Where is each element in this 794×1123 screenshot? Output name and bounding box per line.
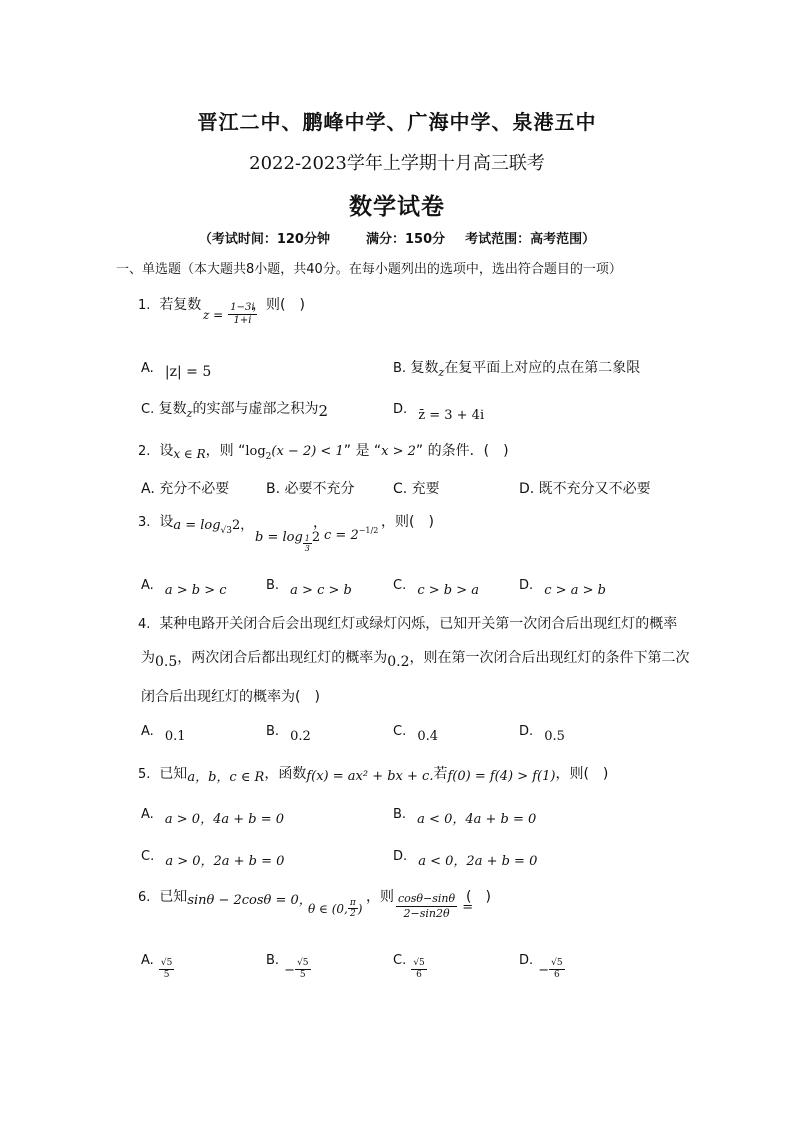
q2-log-base: 2 <box>265 452 272 462</box>
q1-option-c <box>141 398 328 420</box>
q5-b-text: a < 0，4a + b = 0 <box>417 812 537 827</box>
question-3-stem <box>138 511 254 536</box>
q2-cond2: x > 2 <box>381 444 416 459</box>
q3-option-c <box>393 574 479 598</box>
q6-b-letter: B. <box>266 953 280 968</box>
q6-d-frac <box>549 958 564 981</box>
q3-pre: 设 <box>159 514 174 530</box>
q3-option-b <box>266 574 352 598</box>
q6-range-open: θ ∈ (0, <box>308 902 348 916</box>
q6-b-den: 5 <box>299 970 306 980</box>
q3-c-letter: C. <box>393 578 407 593</box>
q6-range-den: 2 <box>349 909 356 919</box>
exam-time: 考试时间：120分钟 <box>211 232 330 247</box>
q6-eq: sinθ − 2cosθ = 0， <box>187 893 312 908</box>
q1-d-text: z̄ = 3 + 4i <box>418 408 485 423</box>
q5-c-text: a > 0，2a + b = 0 <box>165 854 285 869</box>
q6-range <box>308 898 362 919</box>
q1-c-pre: 复数 <box>158 401 187 417</box>
q6-frac-num: cosθ−sinθ <box>398 892 456 905</box>
q6-a-den: 5 <box>163 970 170 980</box>
q4-option-b <box>266 720 311 744</box>
q3-a-letter: A. <box>141 578 154 593</box>
q5-tail: ，则( ) <box>555 766 609 782</box>
question-2-stem <box>138 440 509 462</box>
q4-d-text: 0.5 <box>544 729 565 744</box>
question-4-line1 <box>138 613 677 633</box>
q6-range-num: π <box>349 898 356 908</box>
q4-c-text: 0.4 <box>417 729 438 744</box>
q3-b-base <box>303 534 312 553</box>
q4-a-text: 0.1 <box>164 729 186 744</box>
q1-b-letter: B. <box>393 361 407 376</box>
q5-number: 5. <box>138 767 151 782</box>
q1-frac-den: 1+i <box>233 315 252 326</box>
q2-mid2: ” 是 “ <box>343 443 382 459</box>
q3-tail: ，则( ) <box>381 514 434 530</box>
q1-b-pre: 复数 <box>410 360 439 376</box>
q4-p1: 0.5 <box>155 654 178 670</box>
question-4-line2 <box>141 647 690 670</box>
q3-b-formula <box>255 526 320 553</box>
q3-b-expr: b = log <box>255 530 303 545</box>
q2-option-b: B. 必要不充分 <box>266 481 355 497</box>
q4-line2-mid: ，两次闭合后都出现红灯的概率为 <box>177 650 388 666</box>
exam-scope: 考试范围：高考范围 <box>465 232 583 247</box>
exam-name: 2022-2023学年上学期十月高三联考 <box>249 153 545 174</box>
q3-b-base-den: 3 <box>304 544 310 553</box>
q1-option-a <box>141 357 212 380</box>
q1-text: 若复数 <box>159 297 202 313</box>
q1-z-eq: z = <box>203 308 224 322</box>
q1-formula <box>203 302 257 327</box>
q4-line3: 闭合后出现红灯的概率为( ) <box>141 689 320 705</box>
q3-a-expr: a = log <box>173 518 221 533</box>
q2-option-c: C. 充要 <box>393 481 440 497</box>
q6-range-close: ) <box>357 902 363 916</box>
q5-mid2: 若 <box>433 766 448 782</box>
q5-vars: a，b，c ∈ R <box>187 770 265 785</box>
q5-option-b <box>393 803 537 827</box>
q3-c-expr: c = 2 <box>324 528 359 543</box>
q6-c-frac <box>411 958 426 981</box>
question-6-stem <box>138 886 312 906</box>
q3-c-formula <box>324 524 378 543</box>
q5-func: f(x) = ax² + bx + c. <box>306 769 434 784</box>
q4-a-letter: A. <box>141 724 154 739</box>
q4-c-letter: C. <box>393 724 407 739</box>
q3-option-a <box>141 574 227 598</box>
q4-number: 4. <box>138 617 151 632</box>
q5-a-text: a > 0，4a + b = 0 <box>164 812 284 827</box>
q3-d-letter: D. <box>519 578 534 593</box>
q6-a-num: √5 <box>160 958 173 968</box>
q3-option-d <box>519 574 606 598</box>
q4-line2-post: ，则在第一次闭合后出现红灯的条件下第二次 <box>409 650 690 666</box>
q3-a-arg: 2， <box>232 518 254 533</box>
q6-number: 6. <box>138 890 151 905</box>
q5-d-letter: D. <box>393 849 408 864</box>
exam-info <box>0 228 794 247</box>
q4-d-letter: D. <box>519 724 534 739</box>
q1-tail: ，则( ) <box>252 297 305 313</box>
q4-option-c <box>393 720 438 744</box>
exam-score: 满分：150分 <box>365 232 446 247</box>
q4-b-text: 0.2 <box>290 729 311 744</box>
q1-c-post: 的实部与虚部之积为 <box>192 401 319 417</box>
q1-number: 1. <box>138 298 151 313</box>
q6-option-b <box>266 948 311 980</box>
q1-b-post: 在复平面上对应的点在第二象限 <box>444 360 641 376</box>
q6-eqsign: = <box>462 900 474 915</box>
q5-b-letter: B. <box>393 807 407 822</box>
q3-c-exp: −1/2 <box>358 526 379 535</box>
section-title: 一、单选题（本大题共8小题，共40分。在每小题列出的选项中，选出符合题目的一项） <box>116 262 622 277</box>
q2-mid: ，则 “ <box>205 443 246 459</box>
q6-main-fraction <box>396 892 473 921</box>
q6-mid: ，则 <box>366 889 394 905</box>
q6-c-den: 6 <box>416 970 422 980</box>
q1-option-b <box>393 357 640 379</box>
q6-pre: 已知 <box>159 889 188 905</box>
q1-frac-num: 1−3i <box>230 302 255 313</box>
subject-title: 数学试卷 <box>349 193 445 220</box>
school-names: 晋江二中、鹏峰中学、广海中学、泉港五中 <box>197 110 597 134</box>
q6-c-num: √5 <box>413 958 425 968</box>
q1-b-var: z <box>438 366 445 379</box>
q5-c-letter: C. <box>141 849 155 864</box>
q6-a-letter: A. <box>141 953 154 968</box>
q3-c-text: c > b > a <box>417 583 479 598</box>
q6-d-letter: D. <box>519 953 534 968</box>
q3-d-text: c > a > b <box>544 583 606 598</box>
q2-cond: x ∈ R <box>173 447 206 461</box>
q4-b-letter: B. <box>266 724 280 739</box>
q6-main-frac <box>396 892 457 921</box>
q2-pre: 设 <box>159 443 174 459</box>
q4-line2-pre: 为 <box>141 650 155 666</box>
q3-number: 3. <box>138 515 151 530</box>
q6-d-den: 6 <box>554 970 560 980</box>
q6-option-c <box>393 948 427 980</box>
info-close: ） <box>582 232 596 247</box>
q6-option-d <box>519 948 565 980</box>
q5-option-a <box>141 803 284 827</box>
q6-frac-den: 2−sin2θ <box>403 907 450 920</box>
q5-pre: 已知 <box>159 766 188 782</box>
q2-option-d: D. 既不充分又不必要 <box>519 481 651 497</box>
q6-b-num: √5 <box>297 958 309 968</box>
question-5-stem <box>138 763 608 783</box>
info-open: （ <box>198 232 212 247</box>
q3-comma: ， <box>313 515 327 531</box>
q4-option-a <box>141 720 186 744</box>
q3-b-text: a > c > b <box>290 583 352 598</box>
q2-log: log <box>245 444 266 459</box>
q2-log-arg: (x − 2) < 1 <box>271 444 344 459</box>
q1-d-letter: D. <box>393 402 408 417</box>
q2-option-a: A. 充分不必要 <box>141 481 230 497</box>
q3-a-text: a > b > c <box>164 583 227 598</box>
q6-d-sign: − <box>538 963 550 978</box>
q6-option-a <box>141 948 174 980</box>
q5-a-letter: A. <box>141 807 154 822</box>
q6-b-sign: − <box>284 963 296 978</box>
q1-c-letter: C. <box>141 402 155 417</box>
q6-b-frac <box>295 958 310 981</box>
q5-option-d <box>393 845 538 869</box>
q2-tail: ” 的条件．( ) <box>415 443 509 459</box>
q4-p2: 0.2 <box>387 654 410 670</box>
q3-b-base-num: 1 <box>304 534 310 543</box>
question-1-stem <box>138 294 201 314</box>
q1-c-val: 2 <box>318 402 329 420</box>
q6-a-frac <box>159 958 174 981</box>
q1-a-letter: A. <box>141 361 154 376</box>
q4-option-d <box>519 720 565 744</box>
q3-b-letter: B. <box>266 578 280 593</box>
q2-number: 2. <box>138 444 151 459</box>
q6-tail: ( ) <box>466 889 491 905</box>
q1-option-d <box>393 398 485 423</box>
q6-d-num: √5 <box>551 958 563 968</box>
q6-c-letter: C. <box>393 953 407 968</box>
q4-line1: 某种电路开关闭合后会出现红灯或绿灯闪烁，已知开关第一次闭合后出现红灯的概率 <box>159 616 678 632</box>
q5-cond: f(0) = f(4) > f(1) <box>447 769 556 784</box>
q3-a-base: √3 <box>220 526 232 536</box>
q6-range-frac <box>348 898 358 919</box>
q5-d-text: a < 0，2a + b = 0 <box>418 854 538 869</box>
q5-option-c <box>141 845 285 869</box>
q5-mid: ，函数 <box>264 766 307 782</box>
q1-a-text: |z| = 5 <box>164 364 212 380</box>
q3-b-arg: 2 <box>311 530 321 545</box>
q1-c-var: z <box>186 407 193 420</box>
